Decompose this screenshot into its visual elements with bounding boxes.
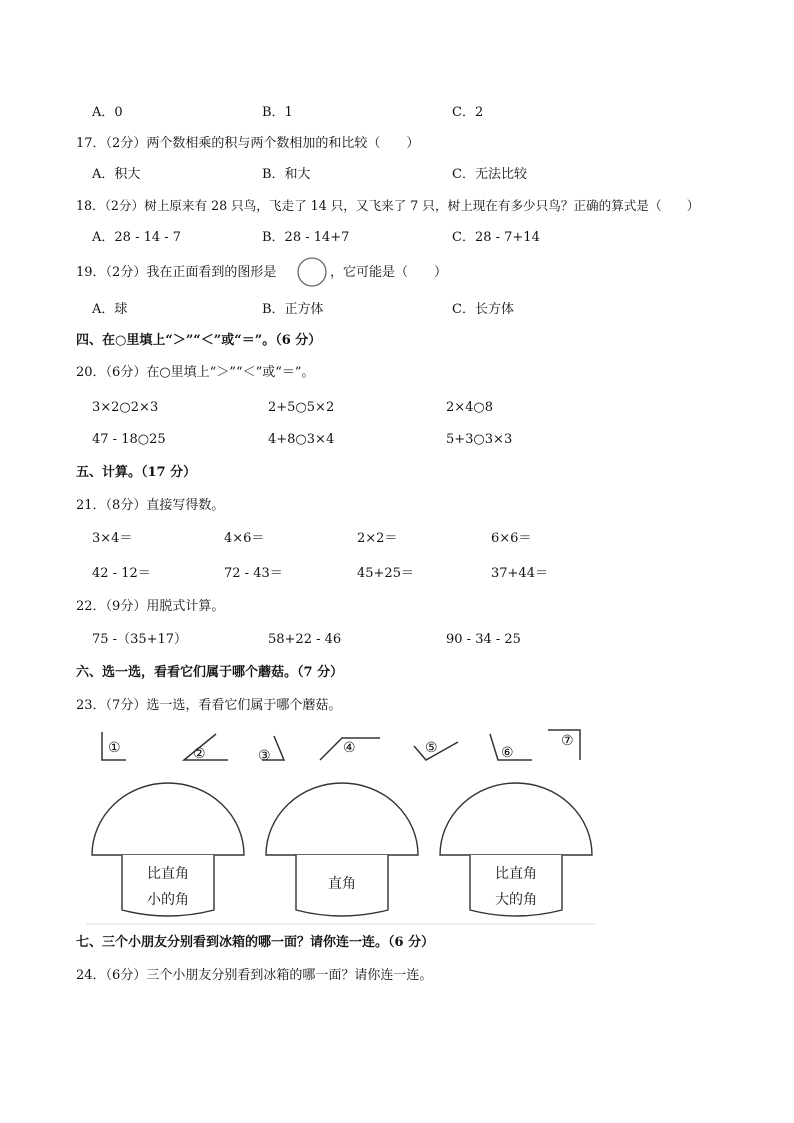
q20-item: 5+3○3×3 [446, 432, 513, 447]
q20-item: 4+8○3×4 [268, 432, 335, 447]
mushroom-3-label: 比直角 大的角 [495, 866, 537, 908]
q17-option-a: A．积大 [92, 167, 141, 182]
q21-item: 72 - 43＝ [224, 566, 283, 581]
circle-shape-icon [296, 256, 328, 288]
q22-item: 75 -（35+17） [92, 632, 188, 647]
q22-item: 58+22 - 46 [268, 632, 342, 647]
q22-stem: 22．（9分）用脱式计算。 [76, 599, 225, 614]
angle-2-icon [184, 734, 228, 760]
q20-item: 2×4○8 [446, 400, 494, 415]
angle-3-label: ③ [258, 748, 271, 764]
q18-option-a: A．28 - 14 - 7 [92, 230, 182, 245]
q20-item: 3×2○2×3 [92, 400, 159, 415]
angle-6-label: ⑥ [501, 745, 514, 761]
angle-1-label: ① [108, 740, 121, 756]
section-6-title: 六、选一选，看看它们属于哪个蘑菇。（7 分） [76, 665, 344, 680]
q19-option-a: A．球 [92, 302, 128, 317]
q17-stem: 17．（2分）两个数相乘的积与两个数相加的和比较（ ） [76, 136, 420, 151]
q18-option-c: C．28 - 7+14 [452, 230, 540, 245]
q23-stem: 23．（7分）选一选，看看它们属于哪个蘑菇。 [76, 698, 342, 713]
q21-stem: 21．（8分）直接写得数。 [76, 498, 225, 513]
q17-option-c: C．无法比较 [452, 167, 527, 182]
q21-item: 6×6＝ [491, 531, 532, 546]
angle-5-label: ⑤ [425, 740, 438, 756]
q19-option-c: C．长方体 [452, 302, 514, 317]
q17-option-b: B．和大 [262, 167, 311, 182]
section-4-title: 四、在○里填上“＞”“＜”或“＝”。（6 分） [76, 333, 322, 348]
q16-option-b: B．1 [262, 105, 293, 120]
section-5-title: 五、计算。（17 分） [76, 465, 197, 480]
q21-item: 45+25＝ [357, 566, 414, 581]
q21-item: 4×6＝ [224, 531, 265, 546]
q21-item: 2×2＝ [357, 531, 398, 546]
q18-stem: 18．（2分）树上原来有 28 只鸟，飞走了 14 只，又飞来了 7 只，树上现在有多少只鸟？正确的算式是（ ） [76, 198, 700, 213]
mushroom-2-label: 直角 [328, 876, 356, 892]
angle-4-label: ④ [343, 740, 356, 756]
q16-option-a: A．0 [92, 105, 123, 120]
q20-stem: 20．（6分）在○里填上“＞”“＜”或“＝”。 [76, 365, 315, 380]
q21-item: 3×4＝ [92, 531, 133, 546]
q19-stem-a: 19．（2分）我在正面看到的图形是 [76, 265, 277, 280]
q21-item: 37+44＝ [491, 566, 548, 581]
q18-option-b: B．28 - 14+7 [262, 230, 350, 245]
q22-item: 90 - 34 - 25 [446, 632, 521, 647]
section-7-title: 七、三个小朋友分别看到冰箱的哪一面？请你连一连。（6 分） [76, 935, 435, 950]
q20-item: 2+5○5×2 [268, 400, 335, 415]
angle-2-label: ② [193, 746, 206, 762]
angle-7-label: ⑦ [561, 733, 574, 749]
q19-option-b: B．正方体 [262, 302, 324, 317]
q21-item: 42 - 12＝ [92, 566, 151, 581]
q24-stem: 24．（6分）三个小朋友分别看到冰箱的哪一面？请你连一连。 [76, 968, 433, 983]
q16-option-c: C．2 [452, 105, 484, 120]
q20-item: 47 - 18○25 [92, 432, 166, 447]
mushroom-1-label: 比直角 小的角 [147, 866, 189, 908]
q19-stem-b: ，它可能是（ ） [330, 265, 448, 280]
